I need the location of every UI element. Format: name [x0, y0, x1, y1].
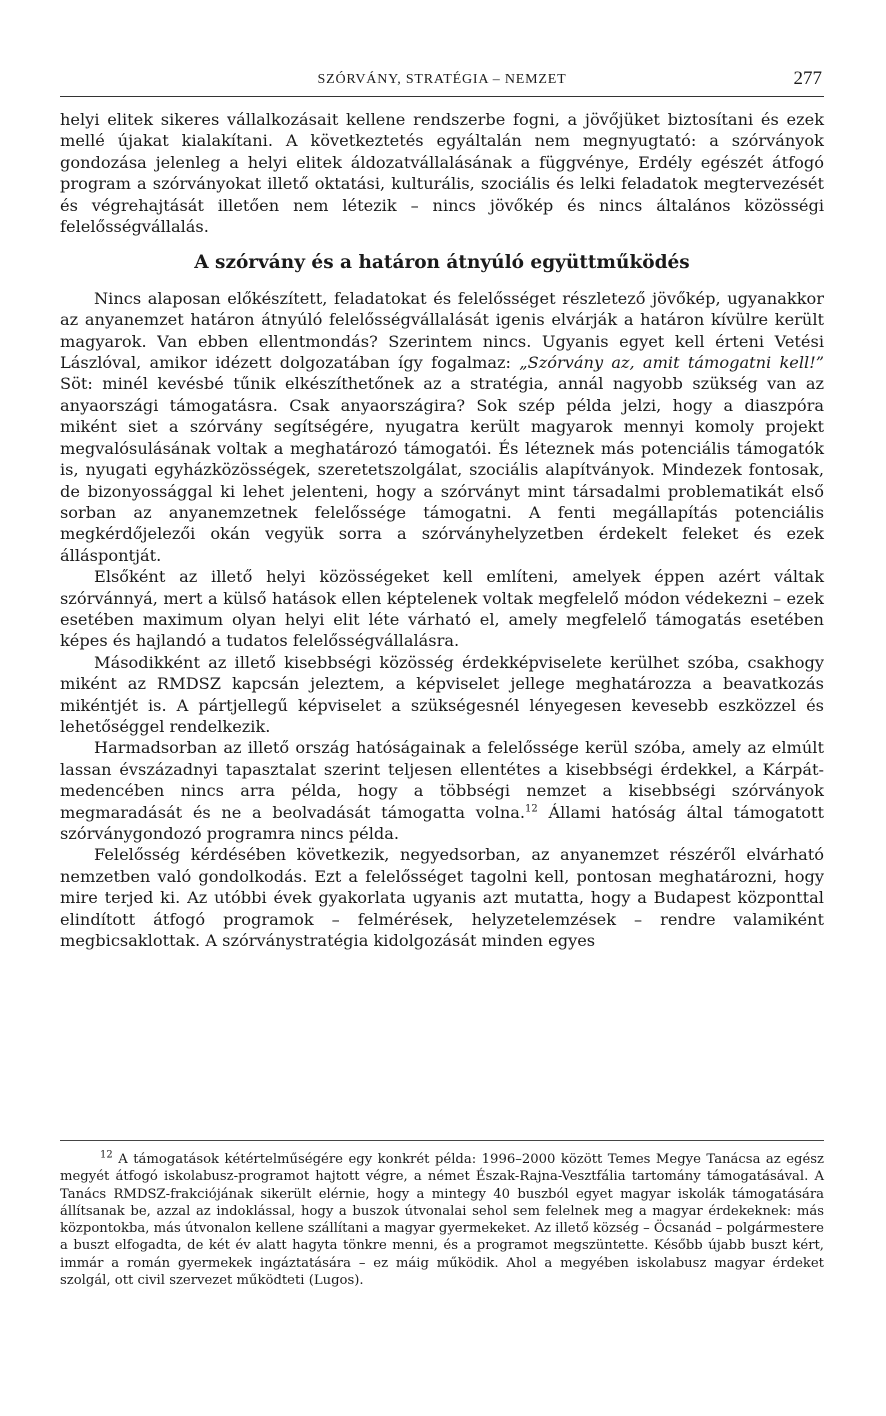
footnote-12: [60, 1151, 824, 1289]
footnote-divider: [60, 1140, 824, 1141]
running-title: SZÓRVÁNY, STRATÉGIA – NEMZET: [317, 72, 567, 87]
paragraph-2: Elsőként az illető helyi közösségeket kell említeni, amelyek éppen azért váltak szórvánnyá, mert a külső hatások ellen képtelenek voltak megfelelő módon védekezni – ezek esetében maximum olyan helyi elit léte várható el, amely megfelelő támogatás esetében képes és hajlandó a tudatos felelősségvállalásra.: [60, 567, 824, 651]
running-header: [60, 62, 824, 97]
paragraph-4: [60, 737, 824, 844]
page: [60, 62, 824, 951]
section-heading: A szórvány és a határon átnyúló együttműködés: [194, 252, 690, 274]
footnote-number: 12: [100, 1149, 113, 1161]
paragraph-1-text-a: Nincs alaposan előkészített, feladatokat és felelősséget részletező jövőkép, ugyanakkor az anyanemzet határon átnyúló felelősségvállalását igenis elvárják a határon kívülre került magyarok. Van ebben ellentmondás? Szerintem nincs. Ugyanis egyet kell érteni Vetési Lászlóval, amikor idézett dolgozatában így fogalmaz:: [60, 288, 824, 373]
footnotes: [60, 1140, 824, 1289]
body-text: [60, 109, 824, 951]
paragraph-1: [60, 288, 824, 566]
paragraph-5: Felelősség kérdésében következik, negyedsorban, az anyanemzet részéről elvárható nemzetben való gondolkodás. Ezt a felelősséget tagolni kell, pontosan meghatározni, hogy mire terjed ki. Az utóbbi évek gyakorlata ugyanis azt mutatta, hogy a Budapest központtal elindított átfogó programok – felmérések, helyzetelemzések – rendre valamiként megbicsaklottak. A szórványstratégia kidolgozását minden egyes: [60, 845, 824, 951]
paragraph-4-text-b: Állami hatóság által támogatott szórványgondozó programra nincs példa.: [60, 802, 824, 843]
footnote-reference[interactable]: 12: [525, 803, 538, 815]
footnote-text: A támogatások kétértelműségére egy konkrét példa: 1996–2000 között Temes Megye Tanácsa az egész megyét átfogó iskolabusz-programot hajtott végre, a német Észak-Rajna-Vesztfália tartomány támogatásával. A Tanács RMDSZ-frakciójának sikerült elérnie, hogy a mintegy 40 buszból egyet magyar iskolák támogatására állítsanak be, azzal az indoklással, hogy a buszok útvonalai sehol sem felelnek meg a magyar érdekeknek: más központokba, más útvonalon kellene szállítani a magyar gyermekeket. Az illető község – Öcsanád – polgármestere a buszt elfogadta, de két év alatt hagyta tönkre menni, és a programot megszüntette. Később újabb buszt kért, immár a román gyermekek ingáztatására – ez máig működik. Ahol a megyében iskolabusz magyar érdeket szolgál, ott civil szervezet működteti (Lugos).: [60, 1152, 824, 1289]
quote-vetesi: „Szórvány az, amit támogatni kell!”: [519, 353, 825, 373]
paragraph-3: Másodikként az illető kisebbségi közösség érdekképviselete kerülhet szóba, csakhogy miként az RMDSZ kapcsán jeleztem, a képviselet jellege meghatározza a beavatkozás mikéntjét is. A pártjellegű képviselet a szükségesnél lényegesen kevesebb eszközzel és lehetőséggel rendelkezik.: [60, 652, 824, 736]
page-number: 277: [793, 68, 822, 89]
paragraph-1-text-b: Söt: minél kevésbé tűnik elkészíthetőnek az a stratégia, annál nagyobb szükség van az anyaországi támogatásra. Csak anyaországira? Sok szép példa jelzi, hogy a diaszpóra miként siet a szórvány segítségére, nyugatra került magyarok mennyi komoly projekt megvalósulásának voltak a meghatározó támogatói. És léteznek más potenciális támogatók is, nyugati egyházközösségek, szeretetszolgálat, szociális alapítványok. Mindezek fontosak, de bizonyossággal ki lehet jelenteni, hogy a szórványt mint társadalmi problematikát első sorban az anyanemzetnek felelőssége támogatni. A fenti megállapítás potenciális megkérdőjelezői okán vegyük sorra a szórványhelyzetben érdekelt feleket és ezek álláspontját.: [60, 374, 824, 565]
paragraph-4-text-a: Harmadsorban az illető ország hatóságainak a felelőssége kerül szóba, amely az elmúlt lassan évszázadnyi tapasztalat szerint teljesen ellentétes a kisebbségi érdekkel, a Kárpát-medencében nincs arra példa, hogy a többségi nemzet a kisebbségi szórványok megmaradását és ne a beolvadását támogatta volna.: [60, 738, 824, 822]
intro-paragraph: helyi elitek sikeres vállalkozásait kellene rendszerbe fogni, a jövőjüket biztosítani és ezek mellé újakat kialakítani. A következtetés egyáltalán nem megnyugtató: a szórványok gondozása jelenleg a helyi elitek áldozatvállalásának a függvénye, Erdély egészét átfogó program a szórványokat illető oktatási, kulturális, szociális és lelki feladatok megtervezését és végrehajtását illetően nem létezik – nincs jövőkép és nincs általános közösségi felelősségvállalás.: [60, 110, 824, 237]
